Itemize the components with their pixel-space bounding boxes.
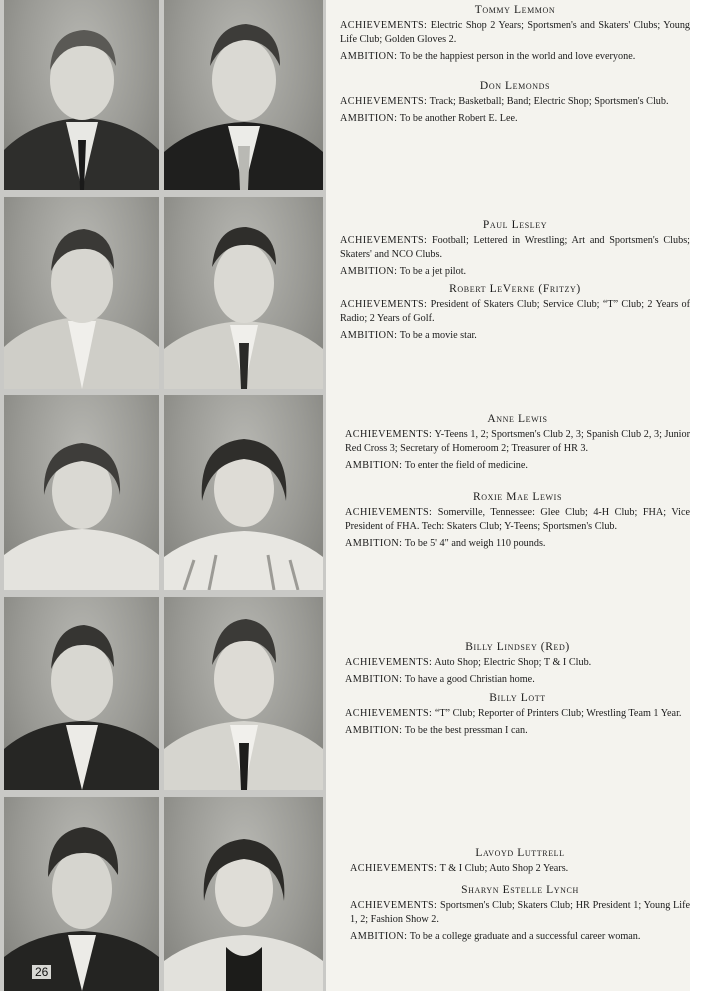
ambition-line [340,50,690,64]
achievements-label: ACHIEVEMENTS: [340,96,428,107]
portrait-silhouette-icon [4,0,159,190]
ambition-text: To enter the field of medicine. [404,460,528,471]
ambition-label: AMBITION: [340,51,398,62]
portrait-silhouette-icon [4,597,159,790]
portrait-silhouette-icon [164,395,323,590]
achievements-line [345,707,690,721]
ambition-label: AMBITION: [345,460,403,471]
ambition-text: To be 5' 4" and weigh 110 pounds. [404,538,546,549]
achievements-line [350,862,690,876]
achievements-text: T & I Club; Auto Shop 2 Years. [439,863,569,874]
ambition-line [345,459,690,473]
ambition-line [345,724,690,738]
achievements-line [340,19,690,47]
portrait-photo [164,797,323,991]
achievements-label: ACHIEVEMENTS: [345,429,433,440]
achievements-line [350,899,690,927]
portrait-silhouette-icon [164,0,323,190]
portrait-photo [164,395,323,590]
achievements-line [340,298,690,326]
portrait-silhouette-icon [4,197,159,389]
page-number: 26 [32,965,51,979]
student-entry [340,283,690,346]
achievements-label: ACHIEVEMENTS: [340,299,428,310]
ambition-text: To be the best pressman I can. [404,725,528,736]
student-name: Roxie Mae Lewis [473,491,562,503]
achievements-line [340,234,690,262]
achievements-text: Somerville, Tennessee: Glee Club; 4-H Club; FHA; Vice President of FHA. Tech: Skaters Club; Y-Teens; Sportsmen's Club. [345,507,690,532]
ambition-text: To be a college graduate and a successful career woman. [409,931,641,942]
student-entry [340,4,690,67]
student-entry [350,847,690,879]
achievements-line [345,506,690,534]
portrait-photo [164,597,323,790]
achievements-text: Track; Basketball; Band; Electric Shop; Sportsmen's Club. [429,96,669,107]
achievements-label: ACHIEVEMENTS: [345,708,433,719]
ambition-label: AMBITION: [345,725,403,736]
portrait-photo [4,597,159,790]
ambition-label: AMBITION: [345,674,403,685]
achievements-label: ACHIEVEMENTS: [345,507,433,518]
student-name: Don Lemonds [479,80,551,92]
student-name: Billy Lindsey (Red) [465,641,570,653]
ambition-text: To be a jet pilot. [399,266,467,277]
achievements-text: President of Skaters Club; Service Club; “T” Club; 2 Years of Radio; 2 Years of Golf. [340,299,691,324]
ambition-line [345,537,690,551]
ambition-label: AMBITION: [345,538,403,549]
ambition-text: To be the happiest person in the world and love everyone. [399,51,636,62]
portrait-photo [4,797,159,991]
student-name: Tommy Lemmon [474,4,556,16]
student-entry [345,692,690,741]
student-name: Anne Lewis [487,413,548,425]
achievements-label: ACHIEVEMENTS: [340,235,428,246]
portrait-photo [164,0,323,190]
achievements-text: Sportsmen's Club; Skaters Club; HR President 1; Young Life 1, 2; Fashion Show 2. [350,900,691,925]
ambition-label: AMBITION: [340,266,398,277]
portrait-photo [164,197,323,389]
student-name: Robert LeVerne (Fritzy) [449,283,581,295]
portrait-photo [4,0,159,190]
achievements-line [345,656,690,670]
ambition-label: AMBITION: [340,330,398,341]
achievements-label: ACHIEVEMENTS: [340,20,428,31]
page-edge [690,0,707,991]
achievements-label: ACHIEVEMENTS: [350,863,438,874]
achievements-label: ACHIEVEMENTS: [345,657,433,668]
portrait-column [0,0,326,991]
student-entry [345,413,690,476]
student-entry [340,80,690,129]
portrait-photo [4,395,159,590]
portrait-silhouette-icon [164,197,323,389]
ambition-text: To be another Robert E. Lee. [399,113,518,124]
ambition-line [340,265,690,279]
ambition-label: AMBITION: [340,113,398,124]
student-name: Paul Lesley [482,219,548,231]
student-name: Sharyn Estelle Lynch [461,884,579,896]
achievements-text: Auto Shop; Electric Shop; T & I Club. [434,657,592,668]
portrait-silhouette-icon [164,797,323,991]
achievements-text: Y-Teens 1, 2; Sportsmen's Club 2, 3; Spanish Club 2, 3; Junior Red Cross 3; Secretary of Homeroom 2; Treasurer of HR 3. [345,429,690,454]
student-entry [345,641,690,690]
student-entry [340,219,690,282]
achievements-text: Electric Shop 2 Years; Sportsmen's and Skaters' Clubs; Young Life Club; Golden Gloves 2. [340,20,691,45]
student-entry [345,491,690,554]
portrait-silhouette-icon [4,395,159,590]
ambition-line [340,112,690,126]
student-name: Lavoyd Luttrell [475,847,565,859]
ambition-line [340,329,690,343]
portrait-silhouette-icon [164,597,323,790]
student-name: Billy Lott [489,692,546,704]
achievements-line [345,428,690,456]
ambition-text: To have a good Christian home. [404,674,535,685]
ambition-text: To be a movie star. [399,330,477,341]
portrait-silhouette-icon [4,797,159,991]
ambition-label: AMBITION: [350,931,408,942]
achievements-text: Football; Lettered in Wrestling; Art and Sportsmen's Clubs; Skaters' and NCO Clubs. [340,235,690,260]
portrait-photo [4,197,159,389]
ambition-line [345,673,690,687]
achievements-line [340,95,690,109]
achievements-text: “T” Club; Reporter of Printers Club; Wrestling Team 1 Year. [434,708,682,719]
achievements-label: ACHIEVEMENTS: [350,900,438,911]
ambition-line [350,930,690,944]
student-entry [350,884,690,947]
